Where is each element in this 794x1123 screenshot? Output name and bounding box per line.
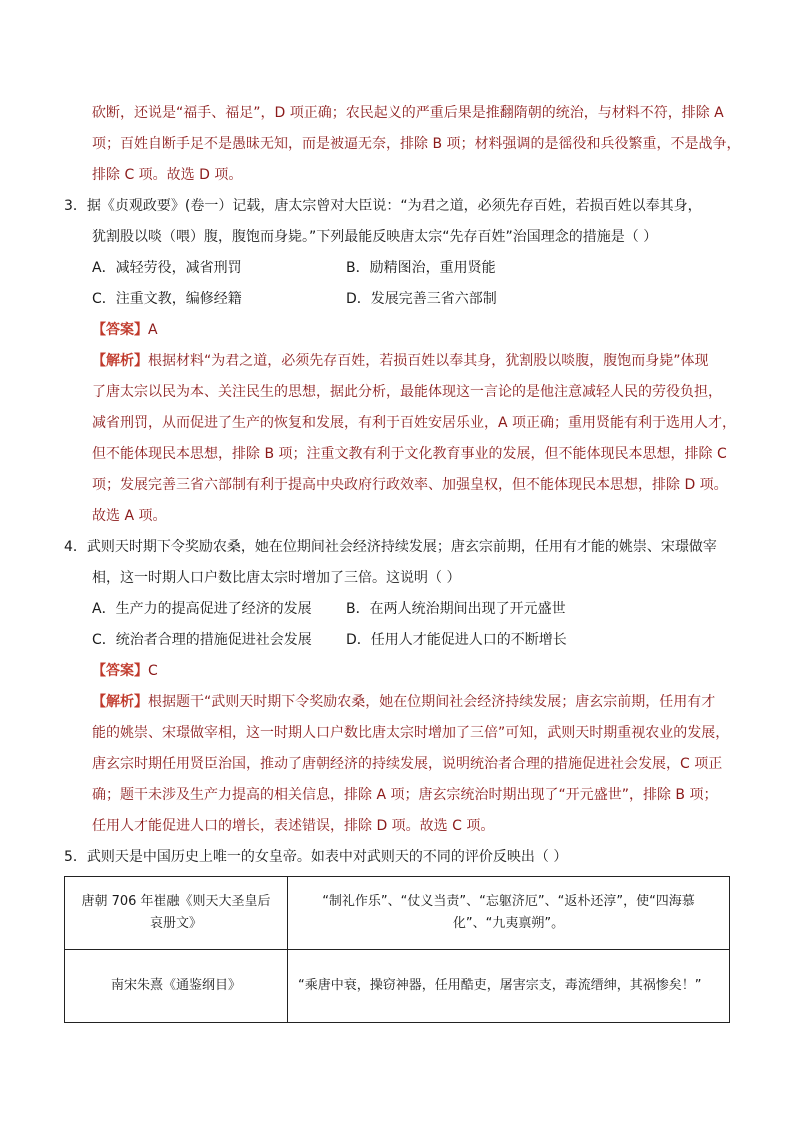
q4-analysis-line-1 xyxy=(92,692,715,712)
prev-explanation-line-3: 排除 C 项。故选 D 项。 xyxy=(92,167,243,183)
q3-stem-line-2: 犹割股以啖（喂）腹，腹饱而身毙。”下列最能反映唐太宗“先存百姓”治国理念的措施是（ ） xyxy=(92,229,658,245)
q3-option-c: C．注重文教，编修经籍 xyxy=(92,291,242,307)
q4-option-c: C．统治者合理的措施促进社会发展 xyxy=(92,632,312,648)
q4-analysis-line-2: 能的姚崇、宋璟做宰相，这一时期人口户数比唐太宗时增加了三倍”可知，武则天时期重视农业的发展， xyxy=(92,725,730,741)
q3-analysis-line-3: 减省刑罚，从而促进了生产的恢复和发展，有利于百姓安居乐业，A 项正确；重用贤能有利于选用人才， xyxy=(92,415,737,431)
q4-answer-value: C xyxy=(148,663,158,679)
q4-analysis-label: 【解析】 xyxy=(92,694,148,710)
q4-option-d: D．任用人才能促进人口的不断增长 xyxy=(346,632,567,648)
q3-stem-line-1: 3．据《贞观政要》(卷一）记载，唐太宗曾对大臣说：“为君之道，必须先存百姓，若损百姓以奉其身， xyxy=(64,198,702,214)
q4-analysis-line-4: 确；题干未涉及生产力提高的相关信息，排除 A 项；唐玄宗统治时期出现了“开元盛世”，排除 B 项； xyxy=(92,787,718,803)
table-cell-source: 南宋朱熹《通鉴纲目》 xyxy=(65,950,288,1023)
q3-analysis-text-1: 根据材料“为君之道，必须先存百姓，若损百姓以奉其身，犹割股以啖腹，腹饱而身毙”体现 xyxy=(148,353,709,369)
prev-explanation-line-1: 砍断，还说是“福手、福足”，D 项正确；农民起义的严重后果是推翻隋朝的统治，与材料不符，排除 A xyxy=(92,105,724,121)
q3-option-a: A．减轻劳役，减省刑罚 xyxy=(92,260,242,276)
q3-analysis-label: 【解析】 xyxy=(92,353,148,369)
q4-analysis-line-3: 唐玄宗时期任用贤臣治国，推动了唐朝经济的持续发展，说明统治者合理的措施促进社会发展，C 项正 xyxy=(92,756,723,772)
q3-analysis-line-6: 故选 A 项。 xyxy=(92,508,167,524)
table-cell-text: “乘唐中衰，操窃神器，任用酷吏，屠害宗支，毒流缙绅，其祸惨矣！” xyxy=(288,950,730,1023)
q3-option-b: B．励精图治，重用贤能 xyxy=(346,260,496,276)
prev-explanation-line-2: 项；百姓自断手足不是愚昧无知，而是被逼无奈，排除 B 项；材料强调的是徭役和兵役繁重，不是战争， xyxy=(92,136,741,152)
q3-analysis-line-4: 但不能体现民本思想，排除 B 项；注重文教有利于文化教育事业的发展，但不能体现民本思想，排除 C xyxy=(92,446,727,462)
q4-stem-line-1: 4．武则天时期下令奖励农桑，她在位期间社会经济持续发展；唐玄宗前期，任用有才能的姚崇、宋璟做宰 xyxy=(64,539,717,555)
q4-option-b: B．在两人统治期间出现了开元盛世 xyxy=(346,601,566,617)
table-row xyxy=(65,877,730,950)
q3-option-d: D．发展完善三省六部制 xyxy=(346,291,497,307)
table-row xyxy=(65,950,730,1023)
q3-analysis-line-2: 了唐太宗以民为本、关注民生的思想，据此分析，最能体现这一言论的是他注意减轻人民的劳役负担， xyxy=(92,384,722,400)
q4-analysis-line-5: 任用人才能促进人口的增长，表述错误，排除 D 项。故选 C 项。 xyxy=(92,818,495,834)
table-cell-source: 唐朝 706 年崔融《则天大圣皇后哀册文》 xyxy=(65,877,288,950)
q5-stem-line-1: 5．武则天是中国历史上唯一的女皇帝。如表中对武则天的不同的评价反映出（ ） xyxy=(64,849,568,865)
q3-analysis-line-5: 项；发展完善三省六部制有利于提高中央政府行政效率、加强皇权，但不能体现民本思想，排除 D 项。 xyxy=(92,477,728,493)
q3-answer-row xyxy=(92,320,158,340)
q3-analysis-line-1 xyxy=(92,351,709,371)
q3-answer-value: A xyxy=(148,322,158,338)
table-cell-text: “制礼作乐”、“仗义当责”、“忘躯济厄”、“返朴还淳”，使“四海慕化”、“九夷禀朔”。 xyxy=(288,877,730,950)
q4-option-a: A．生产力的提高促进了经济的发展 xyxy=(92,601,312,617)
q5-comparison-table xyxy=(64,876,730,1023)
q4-answer-row xyxy=(92,661,158,681)
q4-analysis-text-1: 根据题干“武则天时期下令奖励农桑，她在位期间社会经济持续发展；唐玄宗前期，任用有才 xyxy=(148,694,716,710)
q3-answer-label: 【答案】 xyxy=(92,322,148,338)
q4-answer-label: 【答案】 xyxy=(92,663,148,679)
q4-stem-line-2: 相，这一时期人口户数比唐太宗时增加了三倍。这说明（ ） xyxy=(92,570,461,586)
